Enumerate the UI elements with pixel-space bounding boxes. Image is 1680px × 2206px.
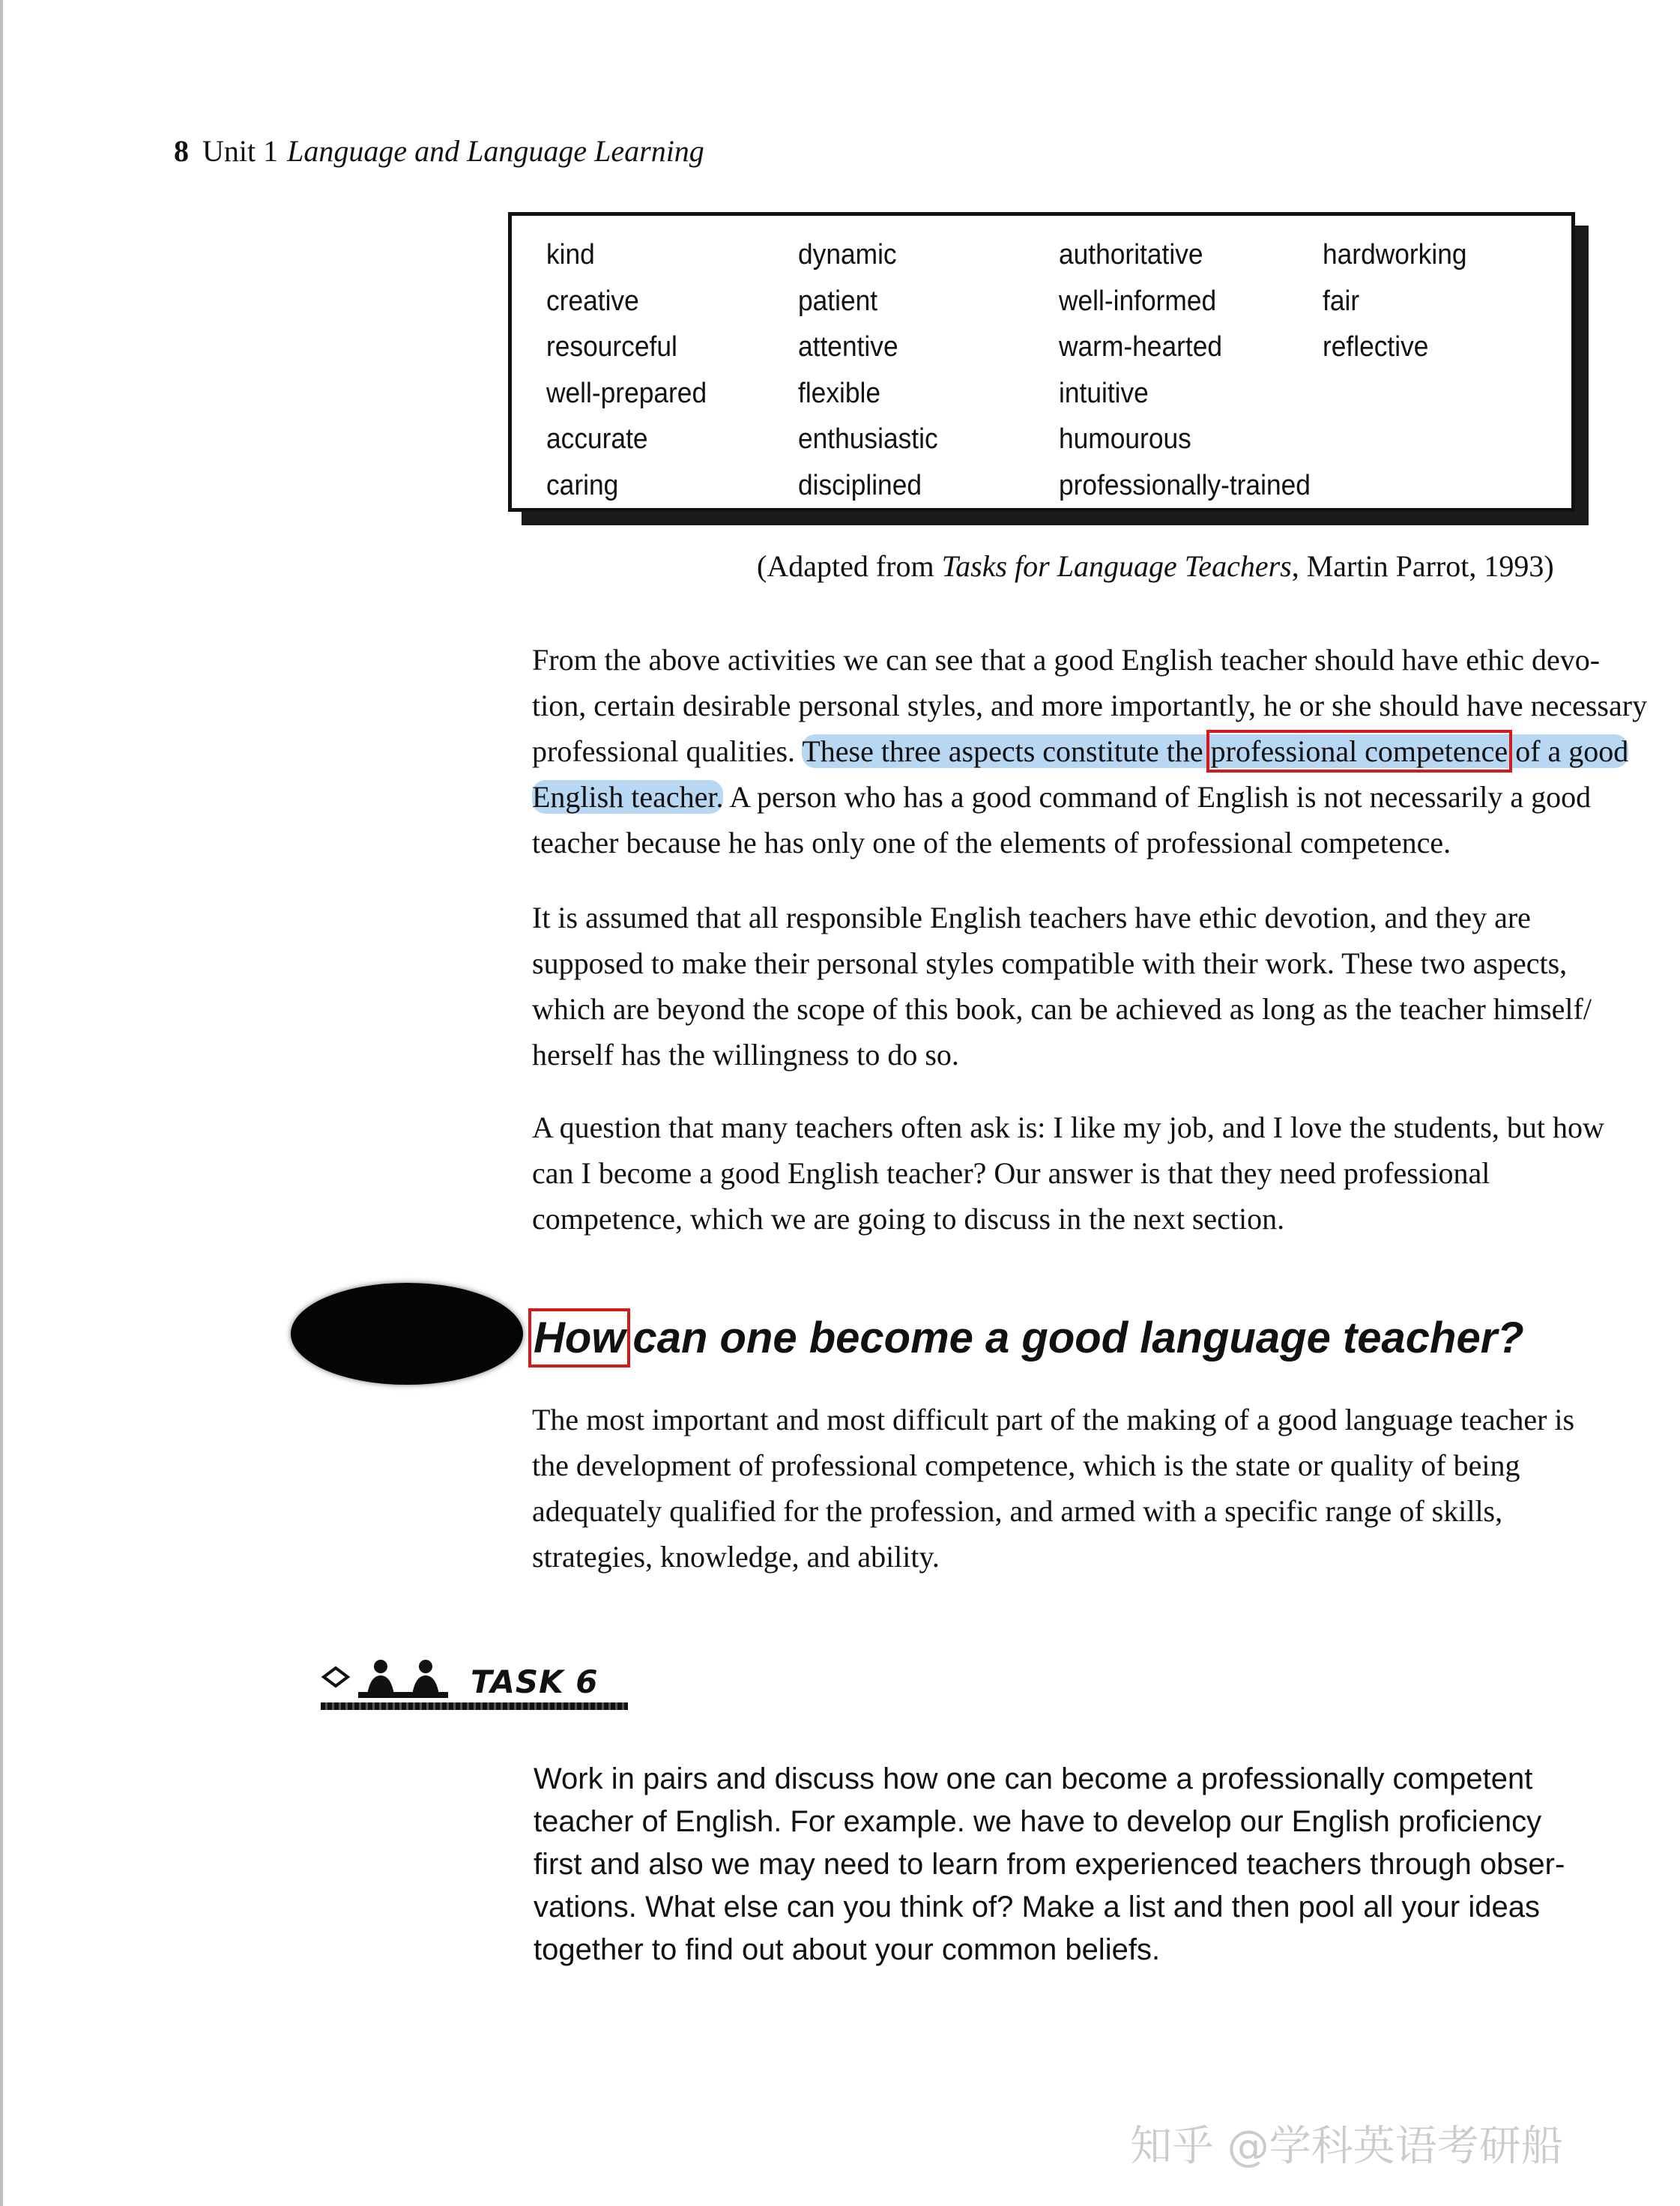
text-line: teacher because he has only one of the elements of professional competence. <box>532 826 1451 859</box>
text-line: From the above activities we can see that a good English teacher should have ethic devo- <box>532 643 1601 677</box>
adjective: professionally-trained <box>1059 469 1311 501</box>
adjective: flexible <box>798 377 881 409</box>
unit-title: Language and Language Learning <box>287 134 704 168</box>
adjective: intuitive <box>1059 377 1149 409</box>
task-label: TASK 6 <box>471 1663 599 1700</box>
adjective: fair <box>1323 285 1360 317</box>
section-marker-oval <box>291 1283 523 1385</box>
adjective: reflective <box>1323 331 1429 363</box>
adjective: authoritative <box>1059 239 1203 271</box>
adjective: kind <box>546 239 595 271</box>
section-heading <box>534 1313 1524 1363</box>
text-line: which are beyond the scope of this book, can be achieved as long as the teacher himself/ <box>532 992 1592 1026</box>
adjective: disciplined <box>798 469 922 501</box>
caption-book-title: Tasks for Language Teachers <box>941 549 1292 583</box>
adjective: creative <box>546 285 639 317</box>
paragraph-4 <box>532 1397 1592 1580</box>
text-line: can I become a good English teacher? Our answer is that they need professional <box>532 1156 1490 1190</box>
unit-label: Unit 1 <box>202 134 279 168</box>
adjective: humourous <box>1059 423 1191 455</box>
text-line: tion, certain desirable personal styles, and more importantly, he or she should have necessary <box>532 689 1648 722</box>
adjective-column-1 <box>546 232 719 509</box>
text-line: teacher of English. For example. we have to develop our English proficiency <box>534 1805 1542 1838</box>
page-edge <box>0 0 3 2206</box>
text-segment: professional qualities. <box>532 734 803 768</box>
text-line: The most important and most difficult part of the making of a good language teacher is <box>532 1403 1575 1436</box>
adjective-column-2 <box>798 232 949 509</box>
text-line: Work in pairs and discuss how one can become a professionally competent <box>534 1762 1533 1795</box>
adjective: resourceful <box>546 331 677 363</box>
caption-suffix: , Martin Parrot, 1993) <box>1291 549 1554 583</box>
text-segment: These three aspects constitute the <box>802 734 1211 768</box>
text-line: vations. What else can you think of? Make a list and then pool all your ideas <box>534 1891 1540 1924</box>
adjective: well-prepared <box>546 377 707 409</box>
task-underline <box>321 1702 628 1710</box>
text-line: the development of professional competence, which is the state or quality of being <box>532 1448 1520 1482</box>
text-segment: A person who has a good command of English is not necessarily a good <box>723 780 1592 814</box>
pair-work-icon <box>321 1657 471 1702</box>
heading-text: can one become a good language teacher? <box>632 1314 1524 1362</box>
adjective: patient <box>798 285 878 317</box>
text-line <box>532 734 1628 768</box>
paragraph-3 <box>532 1104 1604 1242</box>
text-line: herself has the willingness to do so. <box>532 1038 959 1072</box>
text-line: adequately qualified for the profession, and armed with a specific range of skills, <box>532 1494 1503 1528</box>
text-line: A question that many teachers often ask is: I like my job, and I love the students, but how <box>532 1110 1604 1144</box>
page-number: 8 <box>174 134 189 168</box>
boxed-heading-word: How <box>534 1314 626 1362</box>
text-line: strategies, knowledge, and ability. <box>532 1540 940 1574</box>
boxed-term: professional competence <box>1210 734 1508 768</box>
adjective-column-4 <box>1323 232 1478 371</box>
paragraph-1 <box>532 637 1648 865</box>
text-line: supposed to make their personal styles compatible with their work. These two aspects, <box>532 946 1568 980</box>
task-instructions <box>534 1758 1592 1971</box>
text-line: competence, which we are going to discuss in the next section. <box>532 1202 1285 1236</box>
adjective: dynamic <box>798 239 897 271</box>
paragraph-2 <box>532 895 1592 1078</box>
adjective: caring <box>546 469 619 501</box>
task-badge <box>321 1657 628 1717</box>
text-segment: of a good <box>1508 734 1629 768</box>
adjective: warm-hearted <box>1059 331 1223 363</box>
text-line: first and also we may need to learn from experienced teachers through obser- <box>534 1848 1565 1881</box>
text-line: together to find out about your common beliefs. <box>534 1933 1161 1966</box>
running-head <box>174 133 704 169</box>
highlighted-text: English teacher. <box>532 780 724 814</box>
source-caption <box>757 549 1554 584</box>
caption-prefix: (Adapted from <box>757 549 942 583</box>
adjective-column-3 <box>1059 232 1329 509</box>
watermark: 知乎 @学科英语考研船 <box>1130 2122 1563 2171</box>
adjective: attentive <box>798 331 898 363</box>
text-line <box>532 780 1591 814</box>
highlighted-text <box>802 734 1628 768</box>
text-line: It is assumed that all responsible English teachers have ethic devotion, and they are <box>532 901 1531 934</box>
adjective: well-informed <box>1059 285 1217 317</box>
adjective: enthusiastic <box>798 423 938 455</box>
adjectives-box <box>508 212 1575 512</box>
adjective: accurate <box>546 423 648 455</box>
adjective: hardworking <box>1323 239 1467 271</box>
